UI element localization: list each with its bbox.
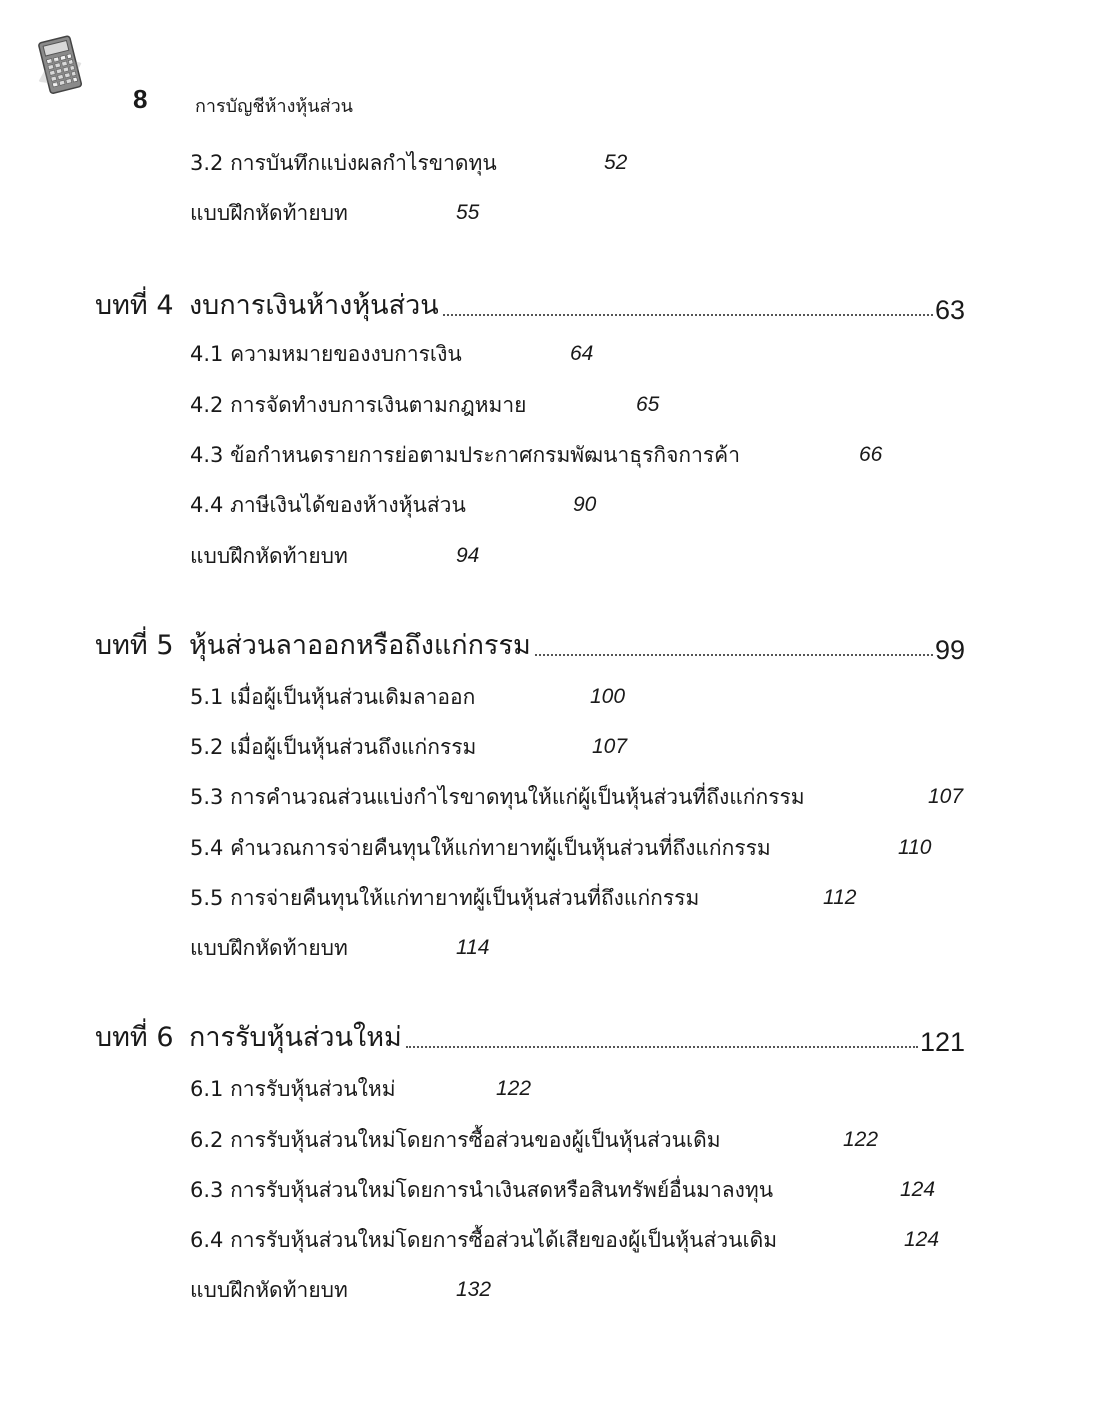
toc-entry-page: 52 xyxy=(604,151,628,174)
toc-entry-page: 122 xyxy=(843,1128,879,1151)
chapter-label: บทที่ 6 xyxy=(95,1022,174,1053)
chapter-title: การรับหุ้นส่วนใหม่ xyxy=(189,1022,402,1053)
toc-entry-page: 132 xyxy=(456,1278,492,1301)
toc-entry-page: 124 xyxy=(904,1228,940,1251)
running-title: การบัญชีห้างหุ้นส่วน xyxy=(195,96,353,117)
toc-entry: 6.1 การรับหุ้นส่วนใหม่ xyxy=(190,1077,396,1101)
toc-entry: แบบฝึกหัดท้ายบท xyxy=(190,201,348,225)
toc-entry-page: 122 xyxy=(496,1077,532,1100)
toc-entry: 6.2 การรับหุ้นส่วนใหม่โดยการซื้อส่วนของผู้เป็นหุ้นส่วนเดิม xyxy=(190,1128,721,1152)
toc-entry: แบบฝึกหัดท้ายบท xyxy=(190,544,348,568)
chapter-title: งบการเงินห้างหุ้นส่วน xyxy=(189,290,439,321)
toc-entry-page: 114 xyxy=(456,936,490,959)
chapter-page: 99 xyxy=(934,635,965,665)
toc-entry: 5.4 คำนวณการจ่ายคืนทุนให้แก่ทายาทผู้เป็นหุ้นส่วนที่ถึงแก่กรรม xyxy=(190,836,771,860)
toc-entry: 4.4 ภาษีเงินได้ของห้างหุ้นส่วน xyxy=(190,493,466,517)
dot-leader xyxy=(406,1045,918,1048)
chapter-heading xyxy=(95,622,965,666)
toc-entry-page: 107 xyxy=(592,735,628,758)
toc-entry: แบบฝึกหัดท้ายบท xyxy=(190,936,348,960)
toc-entry: 3.2 การบันทึกแบ่งผลกำไรขาดทุน xyxy=(190,151,497,175)
toc-entry-page: 94 xyxy=(456,544,480,567)
dot-leader xyxy=(535,653,933,656)
toc-entry-page: 110 xyxy=(898,836,932,859)
toc-entry: 6.3 การรับหุ้นส่วนใหม่โดยการนำเงินสดหรือสินทรัพย์อื่นมาลงทุน xyxy=(190,1178,774,1202)
toc-entry: 4.2 การจัดทำงบการเงินตามกฎหมาย xyxy=(190,393,527,417)
toc-entry: 5.2 เมื่อผู้เป็นหุ้นส่วนถึงแก่กรรม xyxy=(190,735,477,759)
dot-leader xyxy=(443,313,933,316)
toc-entry-page: 55 xyxy=(456,201,480,224)
toc-entry: 4.3 ข้อกำหนดรายการย่อตามประกาศกรมพัฒนาธุรกิจการค้า xyxy=(190,443,740,467)
toc-entry-page: 100 xyxy=(590,685,626,708)
toc-entry-page: 90 xyxy=(573,493,597,516)
toc-entry: 6.4 การรับหุ้นส่วนใหม่โดยการซื้อส่วนได้เสียของผู้เป็นหุ้นส่วนเดิม xyxy=(190,1228,778,1252)
toc-entry-page: 66 xyxy=(859,443,883,466)
chapter-label: บทที่ 4 xyxy=(95,290,174,321)
chapter-label: บทที่ 5 xyxy=(95,630,174,661)
chapter-heading xyxy=(95,282,965,326)
toc-entry-page: 64 xyxy=(570,342,594,365)
toc-entry: 4.1 ความหมายของงบการเงิน xyxy=(190,342,462,366)
toc-entry: 5.5 การจ่ายคืนทุนให้แก่ทายาทผู้เป็นหุ้นส่วนที่ถึงแก่กรรม xyxy=(190,886,700,910)
toc-entry: 5.1 เมื่อผู้เป็นหุ้นส่วนเดิมลาออก xyxy=(190,685,476,709)
toc-entry-page: 65 xyxy=(636,393,660,416)
toc-entry: แบบฝึกหัดท้ายบท xyxy=(190,1278,348,1302)
toc-entry-page: 107 xyxy=(928,785,964,808)
chapter-title: หุ้นส่วนลาออกหรือถึงแก่กรรม xyxy=(189,630,531,661)
page-number: 8 xyxy=(133,84,148,114)
toc-entry-page: 124 xyxy=(900,1178,936,1201)
chapter-heading xyxy=(95,1014,965,1058)
toc-entry: 5.3 การคำนวณส่วนแบ่งกำไรขาดทุนให้แก่ผู้เป็นหุ้นส่วนที่ถึงแก่กรรม xyxy=(190,785,805,809)
chapter-page: 121 xyxy=(919,1027,965,1057)
toc-entry-page: 112 xyxy=(823,886,857,909)
chapter-page: 63 xyxy=(934,295,965,325)
